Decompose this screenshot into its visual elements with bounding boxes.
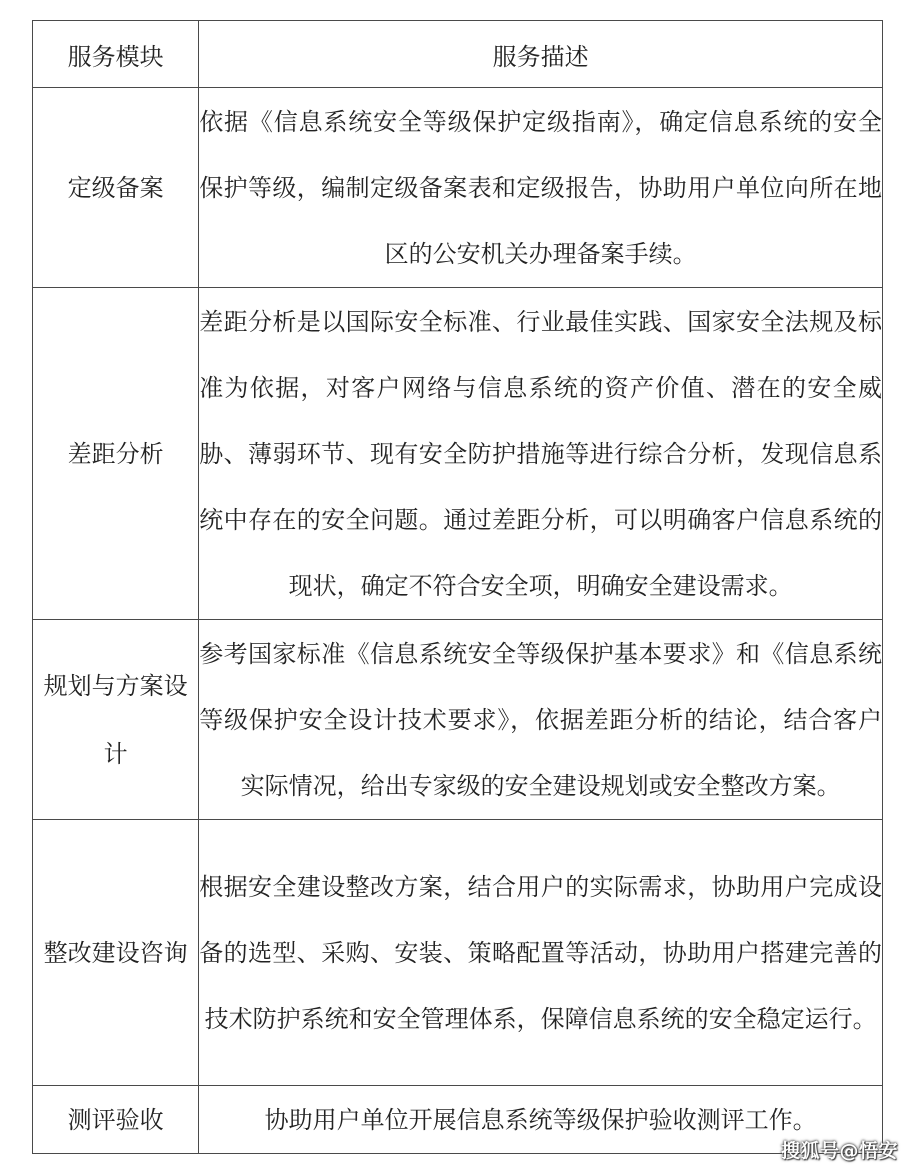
service-table <box>32 20 883 1154</box>
table-header-row <box>33 21 883 88</box>
table-row <box>33 820 883 1086</box>
table-row <box>33 1086 883 1154</box>
description-cell: 协助用户单位开展信息系统等级保护验收测评工作。 <box>199 1086 883 1154</box>
header-module: 服务模块 <box>33 21 199 88</box>
description-cell: 根据安全建设整改方案，结合用户的实际需求，协助用户完成设备的选型、采购、安装、策略配置等活动，协助用户搭建完善的技术防护系统和安全管理体系，保障信息系统的安全稳定运行。 <box>199 820 883 1086</box>
description-cell: 参考国家标准《信息系统安全等级保护基本要求》和《信息系统等级保护安全设计技术要求》，依据差距分析的结论，结合客户实际情况，给出专家级的安全建设规划或安全整改方案。 <box>199 620 883 820</box>
module-cell: 测评验收 <box>33 1086 199 1154</box>
table-row <box>33 88 883 288</box>
table-row <box>33 288 883 620</box>
table-row <box>33 620 883 820</box>
module-cell: 整改建设咨询 <box>33 820 199 1086</box>
description-cell: 依据《信息系统安全等级保护定级指南》，确定信息系统的安全保护等级，编制定级备案表和定级报告，协助用户单位向所在地区的公安机关办理备案手续。 <box>199 88 883 288</box>
module-cell: 定级备案 <box>33 88 199 288</box>
header-description: 服务描述 <box>199 21 883 88</box>
module-cell: 规划与方案设计 <box>33 620 199 820</box>
description-cell: 差距分析是以国际安全标准、行业最佳实践、国家安全法规及标准为依据，对客户网络与信息系统的资产价值、潜在的安全威胁、薄弱环节、现有安全防护措施等进行综合分析，发现信息系统中存在的安全问题。通过差距分析，可以明确客户信息系统的现状，确定不符合安全项，明确安全建设需求。 <box>199 288 883 620</box>
module-cell: 差距分析 <box>33 288 199 620</box>
watermark: 搜狐号@悟安 <box>780 1140 898 1162</box>
